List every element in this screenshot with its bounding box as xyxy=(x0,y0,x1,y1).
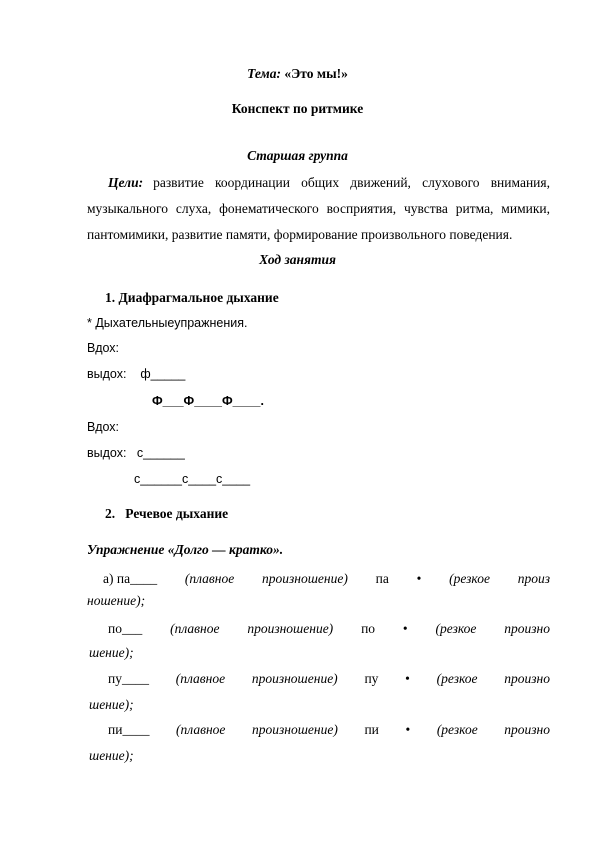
exercise-row-pu-cont: шение); xyxy=(89,697,134,712)
sharp-label: (резкое xyxy=(435,621,477,636)
section2-title: 2. Речевое дыхание xyxy=(105,506,229,521)
breathing-note: * Дыхательныеупражнения. xyxy=(87,316,248,330)
exhale-pattern-1: Ф___Ф____Ф____. xyxy=(152,394,264,408)
syllable-short: пу xyxy=(364,671,379,686)
goals-text-3: пантомимики, развитие памяти, формирование произвольного поведения. xyxy=(87,227,513,242)
smooth-label: (плавное xyxy=(184,571,235,586)
smooth-label: (плавное xyxy=(175,671,226,686)
sharp-label: (резкое xyxy=(436,722,478,737)
pronunciation-label: произношение) xyxy=(247,621,334,636)
pronunciation-fragment: произно xyxy=(504,722,550,737)
topic-line xyxy=(0,66,595,82)
bullet-dot: • xyxy=(405,722,411,737)
syllable-long: по___ xyxy=(108,621,143,636)
syllable-long: пу____ xyxy=(108,671,149,686)
topic-value: «Это мы!» xyxy=(284,66,348,81)
exercise-row-pi-cont: шение); xyxy=(89,748,134,763)
sharp-label: (резкое xyxy=(449,571,490,586)
pronunciation-fragment: произ xyxy=(517,571,550,586)
bullet-dot: • xyxy=(405,671,410,686)
course-title: Ход занятия xyxy=(259,252,336,267)
exhale-label-2: выдох: с______ xyxy=(87,446,185,460)
syllable-short: па xyxy=(375,571,389,586)
inhale-label-2: Вдох: xyxy=(87,420,120,434)
goals-text-2: музыкального слуха, фонематического восприятия, чувства ритма, мимики, xyxy=(87,201,550,216)
section1-title: 1. Диафрагмальное дыхание xyxy=(105,290,279,305)
goals-label: Цели: xyxy=(108,175,144,190)
smooth-label: (плавное xyxy=(170,621,220,636)
pronunciation-label: произношение) xyxy=(251,671,338,686)
syllable-long: пи____ xyxy=(108,722,150,737)
smooth-label: (плавное xyxy=(176,722,226,737)
goals-line-1 xyxy=(108,175,550,191)
goals-text-1: развитие координации общих движений, слухового внимания, xyxy=(153,175,550,190)
sharp-label: (резкое xyxy=(436,671,478,686)
document-title: Конспект по ритмике xyxy=(231,101,364,116)
exercise-row-pi xyxy=(108,722,550,738)
exercise-row-pa xyxy=(103,571,550,587)
pronunciation-fragment: произно xyxy=(504,621,550,636)
exercise-row-po-cont: шение); xyxy=(89,645,134,660)
syllable-long: а) па____ xyxy=(103,571,158,586)
syllable-short: по xyxy=(361,621,376,636)
pronunciation-fragment: произно xyxy=(504,671,550,686)
bullet-dot: • xyxy=(416,571,422,586)
exhale-pattern-2: с______с____с____ xyxy=(134,472,251,486)
inhale-label-1: Вдох: xyxy=(87,341,120,355)
bullet-dot: • xyxy=(402,621,408,636)
pronunciation-label: произношение) xyxy=(252,722,338,737)
pronunciation-label: произношение) xyxy=(261,571,348,586)
exercise-row-pu xyxy=(108,671,550,687)
exhale-label-1: выдох: ф_____ xyxy=(87,367,186,381)
exercise-row-po xyxy=(108,621,550,637)
syllable-short: пи xyxy=(364,722,379,737)
exercise-title: Упражнение «Долго — кратко». xyxy=(87,542,284,557)
group-label: Старшая группа xyxy=(247,148,348,163)
exercise-row-pa-cont: ношение); xyxy=(87,593,146,608)
topic-label: Тема: xyxy=(247,66,282,81)
